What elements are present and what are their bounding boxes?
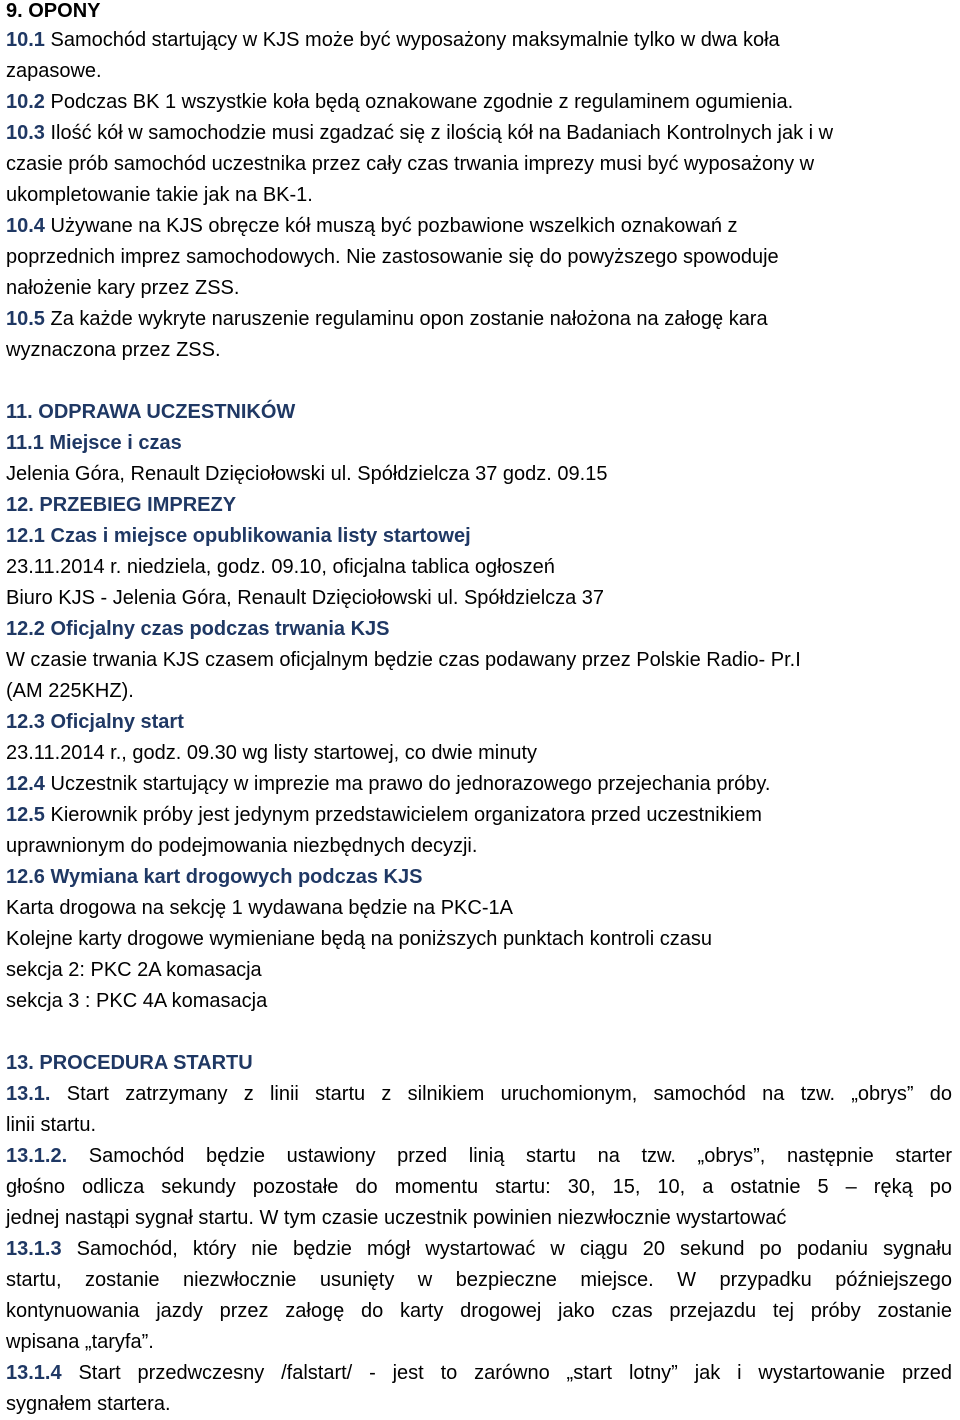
paragraph-10-4: [6, 211, 738, 242]
paragraph-10-3-cont: ukompletowanie takie jak na BK-1.: [6, 184, 313, 206]
subsection-11-1-title: [6, 428, 182, 459]
subsection-12-1-text: 23.11.2014 r. niedziela, godz. 09.10, oficjalna tablica ogłoszeń: [6, 556, 555, 578]
paragraph-number: 11.1: [6, 432, 44, 454]
subsection-12-2-text: (AM 225KHZ).: [6, 680, 134, 702]
paragraph-number: 10.1: [6, 29, 45, 51]
paragraph-text: Uczestnik startujący w imprezie ma prawo do jednorazowego przejechania próby.: [44, 773, 771, 795]
paragraph-13-1-3: [6, 1234, 952, 1265]
subsection-title: Czas i miejsce opublikowania listy startowej: [44, 525, 471, 547]
paragraph-12-5: [6, 800, 762, 831]
paragraph-text: Samochód, który nie będzie mógł wystartować w ciągu 20 sekund po podaniu sygnału: [61, 1238, 952, 1260]
subsection-12-6-text: Karta drogowa na sekcję 1 wydawana będzie na PKC-1A: [6, 897, 513, 919]
subsection-12-3-text: 23.11.2014 r., godz. 09.30 wg listy startowej, co dwie minuty: [6, 742, 538, 764]
paragraph-text: Podczas BK 1 wszystkie koła będą oznakowane zgodnie z regulaminem ogumienia.: [44, 91, 794, 113]
paragraph-number: 12.1: [6, 525, 45, 547]
paragraph-text: Za każde wykryte naruszenie regulaminu opon zostanie nałożona na załogę kara: [44, 308, 768, 330]
paragraph-10-4-cont: poprzednich imprez samochodowych. Nie zastosowanie się do powyższego spowoduje: [6, 246, 779, 268]
paragraph-number: 13.1.3: [6, 1238, 62, 1260]
subsection-11-1-text: Jelenia Góra, Renault Dzięciołowski ul. Spółdzielcza 37 godz. 09.15: [6, 463, 608, 485]
paragraph-text: Samochód startujący w KJS może być wyposażony maksymalnie tylko w dwa koła: [44, 29, 780, 51]
section-13-heading: 13. PROCEDURA STARTU: [6, 1052, 253, 1074]
paragraph-text: Używane na KJS obręcze kół muszą być pozbawione wszelkich oznakowań z: [44, 215, 738, 237]
subsection-title: Wymiana kart drogowych podczas KJS: [44, 866, 423, 888]
paragraph-13-1-3-cont: startu, zostanie niezwłocznie usunięty w bezpieczne miejsce. W przypadku późniejszego: [6, 1269, 952, 1291]
paragraph-13-1-4-cont: sygnałem startera.: [6, 1393, 171, 1415]
paragraph-13-1-cont: linii startu.: [6, 1114, 97, 1136]
paragraph-10-2: [6, 87, 793, 118]
paragraph-10-1: [6, 25, 780, 56]
paragraph-text: Start zatrzymany z linii startu z silnikiem uruchomionym, samochód na tzw. „obrys” do: [50, 1083, 952, 1105]
paragraph-10-5-cont: wyznaczona przez ZSS.: [6, 339, 221, 361]
paragraph-text: Samochód będzie ustawiony przed linią startu na tzw. „obrys”, następnie starter: [67, 1145, 952, 1167]
subsection-12-3-title: [6, 707, 184, 738]
paragraph-10-3-cont: czasie prób samochód uczestnika przez cały czas trwania imprezy musi być wyposażony w: [6, 153, 815, 175]
section-11-heading: 11. ODPRAWA UCZESTNIKÓW: [6, 401, 296, 423]
paragraph-text: Ilość kół w samochodzie musi zgadzać się z ilością kół na Badaniach Kontrolnych jak i w: [44, 122, 834, 144]
paragraph-number: 13.1.4: [6, 1362, 62, 1384]
paragraph-number: 12.5: [6, 804, 45, 826]
paragraph-number: 12.3: [6, 711, 45, 733]
paragraph-text: Start przedwczesny /falstart/ - jest to zarówno „start lotny” jak i wystartowanie przed: [61, 1362, 952, 1384]
paragraph-number: 12.4: [6, 773, 45, 795]
paragraph-13-1-3-cont: wpisana „taryfa”.: [6, 1331, 154, 1353]
subsection-title: Oficjalny start: [44, 711, 184, 733]
paragraph-13-1-2-cont: głośno odlicza sekundy pozostałe do momentu startu: 30, 15, 10, a ostatnie 5 – ręką po: [6, 1176, 952, 1198]
section-9-heading: 9. OPONY: [6, 0, 101, 22]
paragraph-10-4-cont: nałożenie kary przez ZSS.: [6, 277, 240, 299]
paragraph-number: 10.2: [6, 91, 45, 113]
subsection-12-6-text: sekcja 3 : PKC 4A komasacja: [6, 990, 268, 1012]
subsection-12-2-title: [6, 614, 390, 645]
paragraph-number: 13.1.2.: [6, 1145, 68, 1167]
subsection-12-6-text: Kolejne karty drogowe wymieniane będą na poniższych punktach kontroli czasu: [6, 928, 712, 950]
subsection-12-1-title: [6, 521, 471, 552]
paragraph-number: 10.3: [6, 122, 45, 144]
paragraph-13-1-4: [6, 1358, 952, 1389]
paragraph-13-1-2: [6, 1141, 952, 1172]
paragraph-number: 10.4: [6, 215, 45, 237]
paragraph-number: 13.1.: [6, 1083, 51, 1105]
paragraph-10-3: [6, 118, 833, 149]
subsection-title: Oficjalny czas podczas trwania KJS: [44, 618, 390, 640]
subsection-12-6-text: sekcja 2: PKC 2A komasacja: [6, 959, 262, 981]
subsection-12-1-text: Biuro KJS - Jelenia Góra, Renault Dzięciołowski ul. Spółdzielcza 37: [6, 587, 605, 609]
paragraph-10-1-cont: zapasowe.: [6, 60, 102, 82]
subsection-title: Miejsce i czas: [43, 432, 182, 454]
paragraph-13-1-3-cont: kontynuowania jazdy przez załogę do karty drogowej jako czas przejazdu tej próby zostanie: [6, 1300, 952, 1322]
section-12-heading: 12. PRZEBIEG IMPREZY: [6, 494, 237, 516]
paragraph-number: 12.2: [6, 618, 45, 640]
subsection-12-6-title: [6, 862, 422, 893]
paragraph-13-1: [6, 1079, 952, 1110]
paragraph-12-4: [6, 769, 770, 800]
paragraph-text: Kierownik próby jest jedynym przedstawicielem organizatora przed uczestnikiem: [44, 804, 762, 826]
paragraph-10-5: [6, 304, 768, 335]
paragraph-number: 10.5: [6, 308, 45, 330]
paragraph-number: 12.6: [6, 866, 45, 888]
paragraph-12-5-cont: uprawnionym do podejmowania niezbędnych decyzji.: [6, 835, 478, 857]
paragraph-13-1-2-cont: jednej nastąpi sygnał startu. W tym czasie uczestnik powinien niezwłocznie wystartować: [6, 1207, 787, 1229]
subsection-12-2-text: W czasie trwania KJS czasem oficjalnym będzie czas podawany przez Polskie Radio- Pr.I: [6, 649, 801, 671]
